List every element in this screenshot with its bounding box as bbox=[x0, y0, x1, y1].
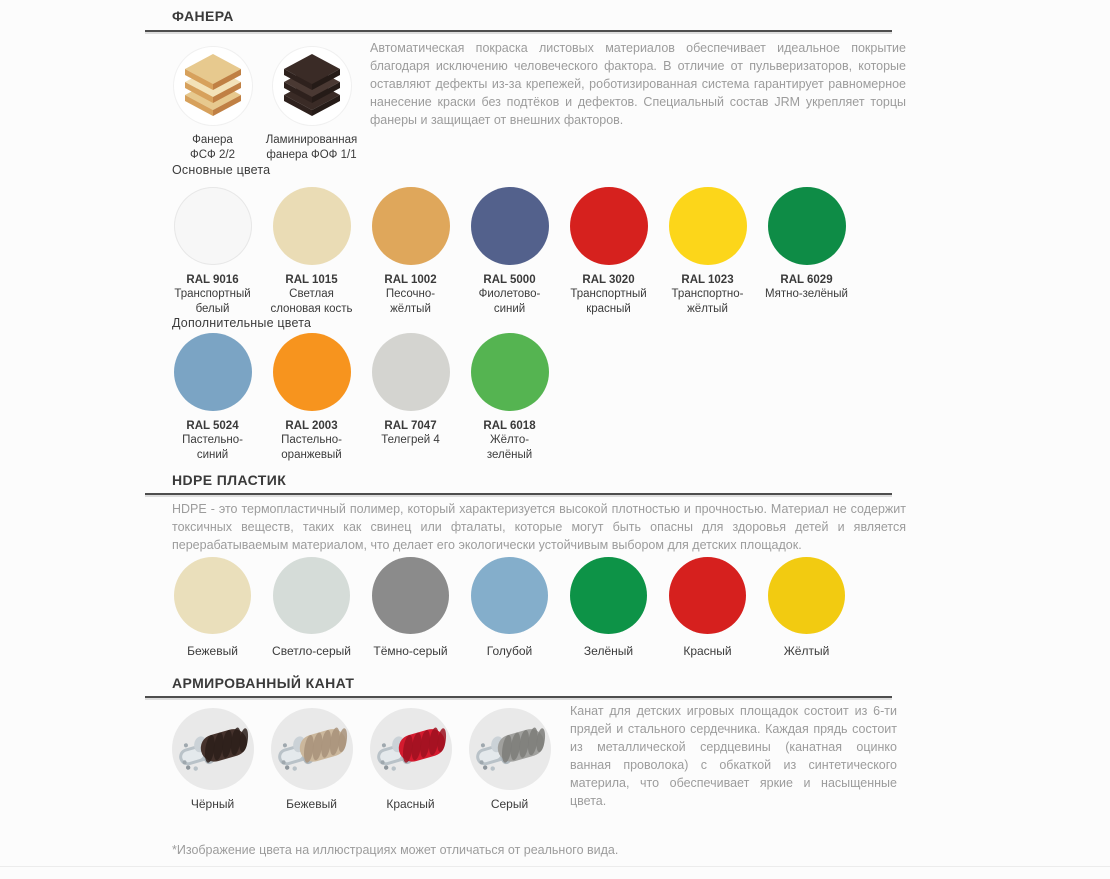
color-name: Песочно- жёлтый bbox=[385, 288, 436, 316]
section-divider bbox=[145, 696, 892, 698]
ral-code: RAL 6029 bbox=[780, 274, 833, 286]
color-swatch bbox=[273, 557, 350, 634]
rope-sample-icon bbox=[172, 708, 254, 790]
rope-color-name: Чёрный bbox=[190, 797, 235, 811]
additional-colors-label: Дополнительные цвета bbox=[172, 316, 312, 330]
section-divider bbox=[145, 30, 892, 32]
color-swatch-item bbox=[757, 187, 856, 318]
rope-sample-icon bbox=[469, 708, 551, 790]
main-colors-label: Основные цвета bbox=[172, 163, 271, 177]
hdpe-description: HDPE - это термопластичный полимер, который характеризуется высокой плотностью и прочностью. Материал не содержит токсичных веществ, таких как свинец или фталаты, которые могут быть опасны для здоровья детей и является перерабатываемым материалом, что делает его экологически устойчивым выбором для детских площадок. bbox=[172, 502, 906, 552]
color-name: Фиолетово- синий bbox=[478, 288, 541, 316]
color-swatch bbox=[768, 187, 846, 265]
color-swatch bbox=[174, 557, 251, 634]
color-name: Голубой bbox=[486, 644, 533, 658]
color-name: Бежевый bbox=[187, 644, 238, 658]
color-swatch bbox=[273, 333, 351, 411]
color-name: Мятно-зелёный bbox=[765, 288, 848, 300]
color-swatch bbox=[669, 187, 747, 265]
color-name: Транспортный красный bbox=[570, 288, 647, 316]
color-name: Жёлто- зелёный bbox=[486, 434, 533, 462]
plywood-sheets-icon bbox=[272, 46, 352, 126]
color-swatch bbox=[471, 333, 549, 411]
section-divider bbox=[145, 493, 892, 495]
additional-colors-row bbox=[163, 333, 559, 464]
rope-color-name: Красный bbox=[386, 797, 435, 811]
rope-description: Канат для детских игровых площадок состоит из 6-ти прядей и стального сердечника. Каждая прядь состоит из металлической сердцевины (канатная оцинко ванная проволока) с обкаткой из синтетического материла, что обеспечивает яркие и насыщенные цвета. bbox=[570, 704, 897, 808]
color-swatch bbox=[174, 333, 252, 411]
plywood-type-label: Ламинированная фанера ФОФ 1/1 bbox=[265, 134, 358, 162]
rope-section-title: АРМИРОВАННЫЙ КАНАТ bbox=[172, 675, 355, 691]
rope-colors-row bbox=[163, 708, 559, 812]
ral-code: RAL 5024 bbox=[186, 420, 239, 432]
plywood-sheets-icon bbox=[173, 46, 253, 126]
color-swatch bbox=[669, 557, 746, 634]
color-name: Светлая слоновая кость bbox=[270, 288, 353, 316]
color-swatch bbox=[372, 333, 450, 411]
ral-code: RAL 2003 bbox=[285, 420, 338, 432]
plywood-description: Автоматическая покраска листовых материалов обеспечивает идеальное покрытие благодаря исключению человеческого фактора. В отличие от пульверизаторов, которые оставляют дефекты из-за крепежей, роботизированная система гарантирует равномерное нанесение краски без подтёков и дефектов. Специальный состав JRM укрепляет торцы фанеры и защищает от внешних факторов. bbox=[370, 41, 906, 127]
color-swatch bbox=[273, 187, 351, 265]
rope-color-name: Серый bbox=[490, 797, 529, 811]
rope-sample-icon bbox=[271, 708, 353, 790]
rope-color-name: Бежевый bbox=[286, 797, 337, 811]
color-name: Транспортный белый bbox=[174, 288, 251, 316]
main-colors-row bbox=[163, 187, 856, 318]
hdpe-colors-row bbox=[163, 557, 856, 659]
color-swatch bbox=[372, 557, 449, 634]
color-swatch bbox=[570, 557, 647, 634]
color-name: Зелёный bbox=[583, 644, 634, 658]
plywood-section-title: ФАНЕРА bbox=[172, 8, 234, 24]
color-swatch bbox=[174, 187, 252, 265]
color-swatch bbox=[372, 187, 450, 265]
ral-code: RAL 1002 bbox=[384, 274, 437, 286]
ral-code: RAL 7047 bbox=[384, 420, 437, 432]
footnote: *Изображение цвета на иллюстрациях может отличаться от реального вида. bbox=[172, 843, 619, 857]
color-swatch-item bbox=[460, 333, 559, 464]
color-name: Жёлтый bbox=[783, 644, 830, 658]
color-name: Тёмно-серый bbox=[373, 644, 448, 658]
ral-code: RAL 9016 bbox=[186, 274, 239, 286]
rope-sample-item bbox=[460, 708, 559, 812]
bottom-divider bbox=[0, 866, 1110, 867]
ral-code: RAL 1015 bbox=[285, 274, 338, 286]
ral-code: RAL 3020 bbox=[582, 274, 635, 286]
ral-code: RAL 1023 bbox=[681, 274, 734, 286]
color-name: Пастельно- синий bbox=[182, 434, 243, 462]
plywood-types-row bbox=[163, 46, 361, 164]
plywood-type-item bbox=[262, 46, 361, 164]
color-name: Светло-серый bbox=[272, 644, 351, 658]
rope-sample-icon bbox=[370, 708, 452, 790]
color-swatch bbox=[471, 187, 549, 265]
ral-code: RAL 5000 bbox=[483, 274, 536, 286]
color-swatch bbox=[471, 557, 548, 634]
color-name: Телегрей 4 bbox=[381, 434, 440, 446]
color-name: Транспортно- жёлтый bbox=[671, 288, 744, 316]
color-swatch bbox=[768, 557, 845, 634]
ral-code: RAL 6018 bbox=[483, 420, 536, 432]
color-swatch bbox=[570, 187, 648, 265]
hdpe-section-title: HDPE ПЛАСТИК bbox=[172, 472, 287, 488]
color-name: Красный bbox=[683, 644, 732, 658]
plywood-type-label: Фанера ФСФ 2/2 bbox=[190, 134, 235, 162]
color-name: Пастельно- оранжевый bbox=[281, 434, 342, 462]
color-swatch-item bbox=[757, 557, 856, 659]
